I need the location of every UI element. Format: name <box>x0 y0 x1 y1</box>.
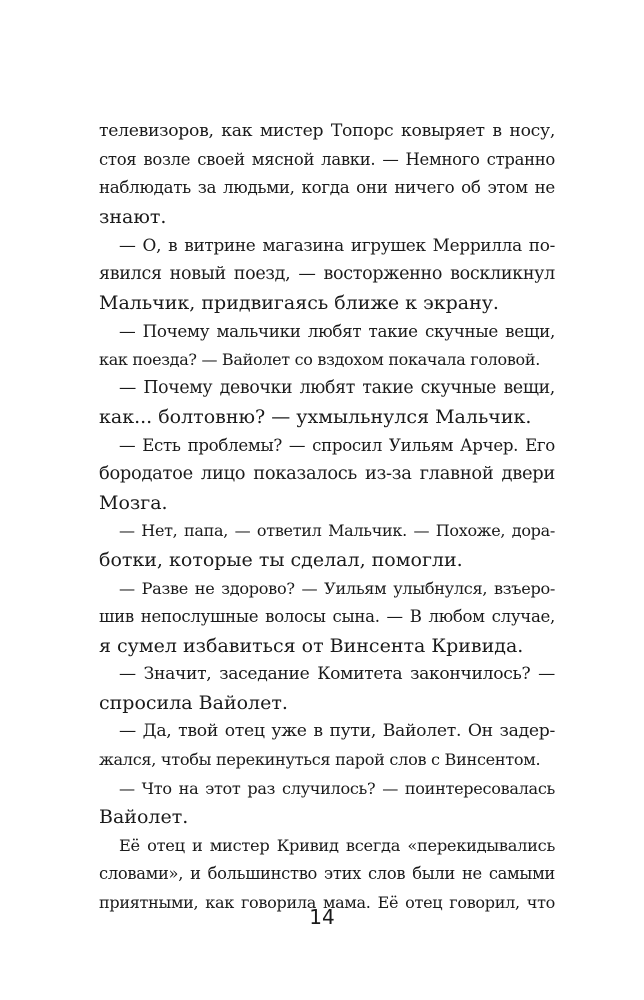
text-line: я сумел избавиться от Винсента Кривида. <box>99 634 524 657</box>
text-line: шив непослушные волосы сына. — В любом случае, <box>99 607 555 627</box>
text-line: как... болтовню? — ухмыльнулся Мальчик. <box>99 405 532 428</box>
body-text <box>99 117 555 918</box>
text-line: — Разве не здорово? — Уильям улыбнулся, взъеро- <box>119 578 555 598</box>
text-line: приятными, как говорила мама. Её отец говорил, что <box>99 893 555 913</box>
text-line: спросила Вайолет. <box>99 691 288 714</box>
text-line: наблюдать за людьми, когда они ничего об этом не <box>99 178 555 198</box>
text-line: явился новый поезд, — восторженно воскликнул <box>99 263 555 284</box>
text-line: Вайолет. <box>99 806 189 829</box>
text-line: — О, в витрине магазина игрушек Меррилла по- <box>119 235 555 256</box>
text-line: Мальчик, придвигаясь ближе к экрану. <box>99 291 499 314</box>
text-line: — Значит, заседание Комитета закончилось? — <box>119 664 555 685</box>
text-line: Её отец и мистер Кривид всегда «перекидывались <box>119 835 555 855</box>
text-line: Мозга. <box>99 491 168 514</box>
text-line: знают. <box>99 205 167 228</box>
text-line: жался, чтобы перекинуться парой слов с Винсентом. <box>99 750 541 770</box>
text-line: — Что на этот раз случилось? — поинтересовалась <box>119 778 555 798</box>
text-line: словами», и большинство этих слов были не самыми <box>99 864 555 884</box>
text-line: — Почему девочки любят такие скучные вещи, <box>119 378 555 399</box>
text-line: — Да, твой отец уже в пути, Вайолет. Он задер- <box>119 721 555 742</box>
text-line: телевизоров, как мистер Топорс ковыряет в носу, <box>99 121 555 141</box>
text-line: бородатое лицо показалось из-за главной двери <box>99 463 555 485</box>
text-line: — Есть проблемы? — спросил Уильям Арчер. Его <box>119 435 555 455</box>
text-line: ботки, которые ты сделал, помогли. <box>99 548 463 571</box>
text-line: стоя возле своей мясной лавки. — Немного странно <box>99 149 555 169</box>
text-line: — Почему мальчики любят такие скучные вещи, <box>119 321 555 342</box>
text-line: — Нет, папа, — ответил Мальчик. — Похоже, дора- <box>119 521 555 541</box>
text-line: как поезда? — Вайолет со вздохом покачала головой. <box>99 349 541 369</box>
page-number: 14 <box>309 905 335 929</box>
